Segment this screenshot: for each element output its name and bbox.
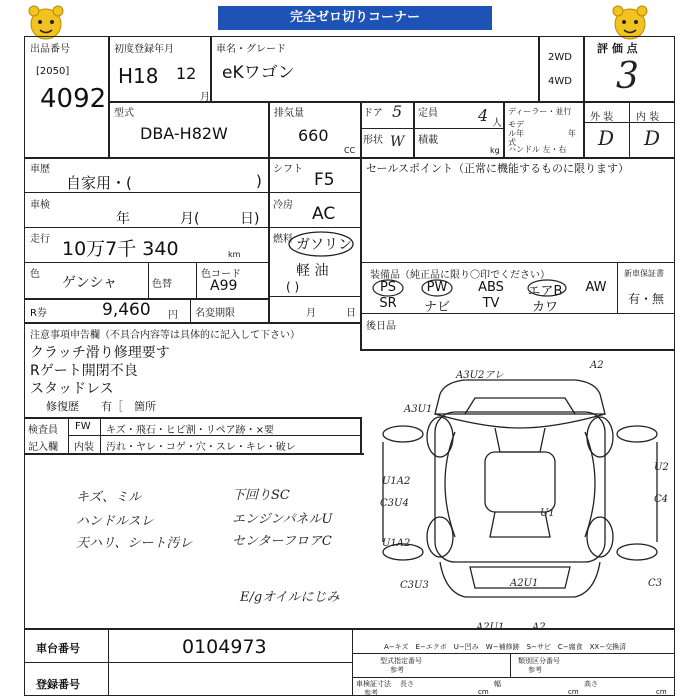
lot-label: 出品番号 [30, 44, 70, 55]
fuel-circle [286, 230, 356, 258]
exterior-label: 外 装 [590, 112, 614, 123]
hand-left-3: 天ハリ、シート汚レ [76, 536, 193, 551]
inspection-label: 車検 [30, 200, 50, 211]
height-unit: cm [656, 688, 667, 696]
chassis-value: 0104973 [182, 636, 267, 658]
registration-label: 登録番号 [36, 678, 80, 691]
fw-label: FW [75, 421, 91, 432]
damage-mark: U1 [540, 508, 555, 519]
mileage-value: 10万7千 340 [62, 238, 179, 260]
damage-mark: U1A2 [382, 476, 411, 487]
notes-line-3: スタッドレス [30, 381, 114, 397]
width-unit: cm [568, 688, 579, 696]
size-label: 車検証寸法 [356, 680, 391, 688]
pw-circle [420, 278, 454, 298]
inspector-entry-label: 記入欄 [28, 442, 58, 453]
warranty-label: 新車保証書 [624, 269, 664, 278]
damage-mark: U2 [654, 462, 669, 473]
first-reg-era: H18 [118, 64, 159, 88]
damage-mark: C4 [654, 494, 669, 505]
drive-2wd: 2WD [548, 52, 572, 63]
recycle-value: 9,460 [102, 300, 151, 320]
chassis-label: 車台番号 [36, 642, 80, 655]
model-year-label: モデル年式 [508, 120, 524, 147]
displacement-label: 排気量 [274, 108, 304, 119]
color-code-label: 色コード [201, 269, 241, 280]
repair-history: 修復歴 有［ 箇所 [46, 400, 156, 413]
model-name-label: 車名・グレード [216, 44, 286, 55]
height-label: 高さ [584, 680, 598, 688]
model-name-value: eKワゴン [222, 63, 295, 83]
displacement-unit: CC [344, 146, 356, 155]
equipment-item-4: AW [585, 280, 607, 295]
damage-mark: A3U1 [404, 404, 433, 415]
size-sub: 参考 [364, 689, 378, 697]
recycle-label: R券 [30, 308, 47, 319]
displacement-value: 660 [298, 126, 329, 145]
banner-title: 完全ゼロ切りコーナー [218, 6, 492, 30]
drive-4wd: 4WD [548, 76, 572, 87]
inspection-month: 月( [180, 211, 200, 227]
hand-right-4: E/gオイルにじみ [240, 590, 340, 605]
notes-line-1: クラッチ滑り修理要す [30, 345, 170, 361]
damage-mark: C3U3 [400, 580, 429, 591]
hand-left-2: ハンドルスレ [76, 514, 154, 529]
fuel-other: ( ) [286, 280, 300, 294]
damage-legend: A−キズ E−エクボ U−凹み W−補修跡 S−サビ C−腐食 XX−交換済 [384, 643, 627, 651]
damage-mark: A2U1 [510, 578, 539, 589]
score-label: 評 価 点 [597, 42, 638, 55]
later-label: 後日品 [366, 321, 396, 332]
hand-right-2: エンジンパネルU [232, 512, 333, 527]
first-reg-month: 12 [176, 64, 197, 83]
length-unit: cm [478, 688, 489, 696]
model-code-value: DBA-H82W [140, 124, 228, 143]
lot-number: 4092 [40, 84, 107, 114]
capacity-unit: 人 [492, 118, 502, 129]
damage-mark: C3 [648, 578, 663, 589]
shift-value: F5 [314, 170, 335, 190]
exterior-grade: D [598, 126, 615, 150]
fuel-label: 燃料 [273, 234, 293, 245]
damage-mark: C3U4 [380, 498, 409, 509]
ps-circle [371, 278, 405, 298]
load-unit: kg [490, 146, 500, 155]
history-close: ) [256, 172, 262, 190]
recycle-unit: 円 [168, 310, 178, 321]
mileage-label: 走行 [30, 234, 50, 245]
interior-label: 内 装 [636, 112, 660, 123]
ac-value: AC [312, 204, 336, 224]
color-code: A99 [210, 278, 238, 294]
equipment-item-1: PW [426, 280, 448, 295]
reg-expiry-label: 名変期限 [195, 308, 235, 319]
hand-left-1: キズ、ミル [76, 490, 142, 505]
shape-value: W [390, 134, 405, 150]
fuel-gasoline: ガソリン [296, 237, 352, 253]
damage-mark: A3U2アレ [456, 370, 504, 381]
score-value: 3 [616, 56, 639, 97]
capacity-value: 4 [478, 106, 489, 125]
color-change-label: 色替 [152, 279, 172, 290]
shift-label: シフト [273, 164, 303, 175]
reg-expiry-day: 日 [346, 308, 356, 319]
int-items: 汚れ・ヤレ・コゲ・穴・スレ・キレ・破レ [106, 442, 296, 453]
sales-point-label: セールスポイント（正常に機能するものに限ります） [366, 162, 630, 175]
mileage-unit: km [228, 250, 241, 259]
model-code-label: 型式 [114, 108, 134, 119]
equipment-item-row2-0: SR [379, 296, 397, 311]
equipment-item-3: エアB [527, 284, 563, 299]
inspector-label: 検査員 [28, 425, 58, 436]
doors-label: ドア [363, 108, 383, 119]
first-reg-label: 初度登録年月 [114, 44, 174, 55]
equipment-item-0: PS [379, 280, 397, 295]
class-number-sub: 参考 [528, 666, 542, 674]
shape-label: 形状 [363, 135, 383, 146]
fw-items: キズ・飛石・ヒビ割・リペア跡・×要 [106, 425, 274, 436]
ac-label: 冷房 [273, 200, 293, 211]
fuel-diesel: 軽 油 [296, 263, 329, 279]
warranty-value: 有・無 [628, 292, 665, 306]
capacity-label: 定員 [418, 108, 438, 119]
type-number-label: 型式指定番号 [380, 657, 422, 665]
type-number-sub: 参考 [390, 666, 404, 674]
dealer-label: ディーラー・並行 [508, 107, 572, 116]
notes-label: 注意事項申告欄（不具合内容等は具体的に記入して下さい） [30, 330, 300, 341]
equipment-item-2: ABS [478, 280, 504, 295]
damage-mark: A2 [590, 360, 604, 371]
interior-grade: D [644, 126, 661, 150]
load-label: 積載 [418, 135, 438, 146]
handle-label: ハンドル 左・右 [508, 145, 567, 154]
notes-line-2: Rゲート開閉不良 [30, 363, 138, 379]
equipment-label: 装備品（純正品に限り〇印でください） [370, 270, 550, 281]
doors-value: 5 [392, 102, 403, 121]
first-reg-month-unit: 月 [200, 92, 210, 103]
equipment-item-row2-1: ナビ [423, 300, 450, 315]
damage-mark: U1A2 [382, 538, 411, 549]
hand-right-1: 下回りSC [232, 488, 290, 503]
inspection-year: 年 [116, 211, 130, 227]
int-label: 内装 [74, 442, 94, 453]
history-label: 車歴 [30, 164, 50, 175]
reg-expiry-month: 月 [306, 308, 316, 319]
equipment-item-row2-3: カワ [531, 300, 558, 315]
inspection-day: 日) [240, 211, 260, 227]
length-label: 長さ [400, 680, 414, 688]
lot-sub: [2050] [36, 66, 70, 77]
hand-right-3: センターフロアC [232, 534, 332, 549]
model-year-unit: 年 [568, 129, 576, 138]
airbag-circle [526, 278, 568, 298]
color-value: ゲンシャ [62, 275, 118, 291]
class-number-label: 類別区分番号 [518, 657, 560, 665]
color-label: 色 [30, 269, 40, 280]
width-label: 幅 [494, 680, 501, 688]
equipment-item-row2-2: TV [482, 296, 500, 311]
history-value: 自家用・( [66, 174, 132, 192]
